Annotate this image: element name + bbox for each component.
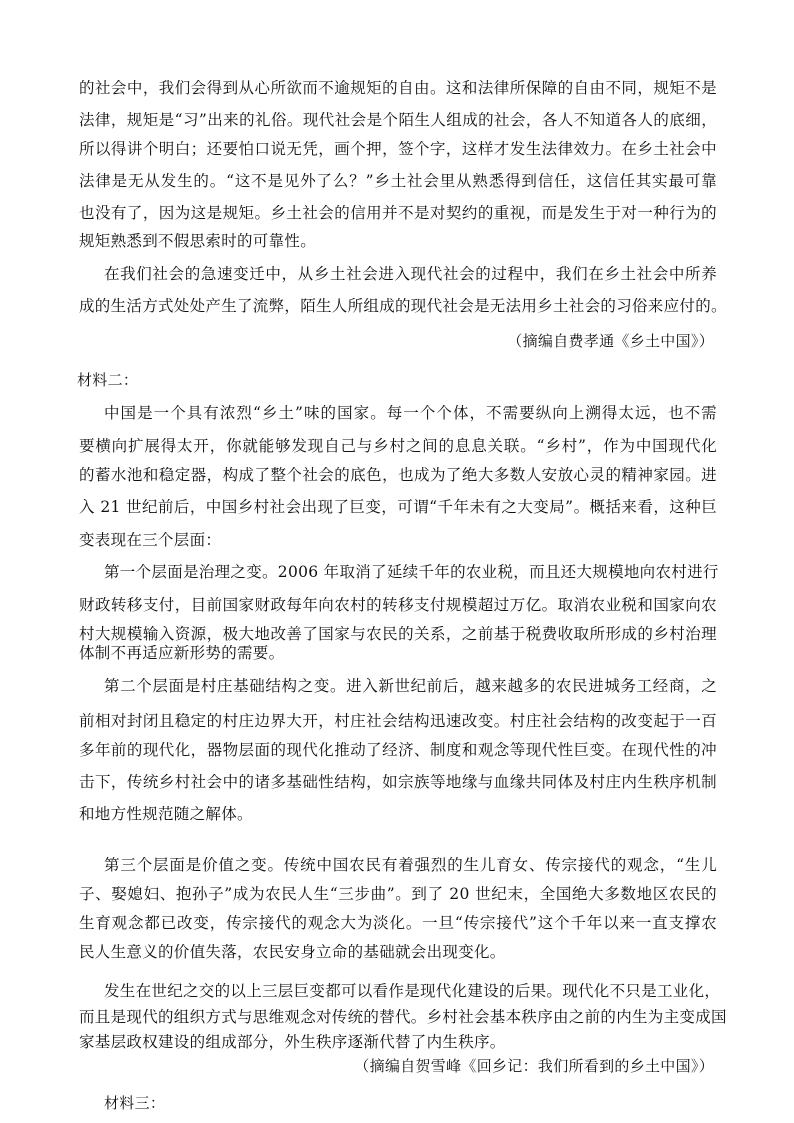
section-heading: 材料三：	[104, 1094, 166, 1112]
source-citation: （摘编自贺雪峰《回乡记：我们所看到的乡土中国》）	[354, 1057, 714, 1075]
text-line: 成的生活方式处处产生了流弊，陌生人所组成的现代社会是无法用乡土社会的习俗来应付的。	[79, 297, 727, 315]
text-line: 的社会中，我们会得到从心所欲而不逾规矩的自由。这和法律所保障的自由不同，规矩不是	[79, 79, 717, 97]
text-line: 法律，规矩是“习”出来的礼俗。现代社会是个陌生人组成的社会，各人不知道各人的底细，	[79, 111, 717, 129]
section-heading: 材料二：	[77, 371, 139, 389]
text-line: 变表现在三个层面：	[79, 531, 222, 549]
text-line: 和地方性规范随之解体。	[79, 805, 253, 823]
text-line: 生育观念都已改变，传宗接代的观念大为淡化。一旦“传宗接代”这个千年以来一直支撑农	[79, 914, 717, 932]
text-line: 民人生意义的价值失落，农民安身立命的基础就会出现变化。	[79, 943, 506, 961]
text-line: 入 21 世纪前后，中国乡村社会出现了巨变，可谓“千年未有之大变局”。概括来看，这种巨	[79, 498, 717, 516]
text-line: 家基层政权建设的组成部分，外生秩序逐渐代替了内生秩序。	[79, 1033, 506, 1051]
text-line: 规矩熟悉到不假思索时的可靠性。	[79, 232, 317, 250]
paragraph-first-line: 第一个层面是治理之变。2006 年取消了延续千年的农业税，而且还大规模地向农村进行	[104, 563, 719, 581]
text-line: 的蓄水池和稳定器，构成了整个社会的底色，也成为了绝大多数人安放心灵的精神家园。进	[79, 466, 717, 484]
text-line: 击下，传统乡村社会中的诸多基础性结构，如宗族等地缘与血缘共同体及村庄内生秩序机制	[79, 773, 717, 791]
text-line: 前相对封闭且稳定的村庄边界大开，村庄社会结构迅速改变。村庄社会结构的改变起于一百	[79, 712, 717, 730]
text-line: 子、娶媳妇、抱孙子”成为农民人生“三步曲”。到了 20 世纪末，全国绝大多数地区农民的	[79, 885, 717, 903]
text-line: 也没有了，因为这是规矩。乡土社会的信用并不是对契约的重视，而是发生于对一种行为的	[79, 204, 717, 222]
paragraph-first-line: 发生在世纪之交的以上三层巨变都可以看作是现代化建设的后果。现代化不只是工业化，	[104, 982, 721, 1000]
paragraph-first-line: 第二个层面是村庄基础结构之变。进入新世纪前后，越来越多的农民进城务工经商，之	[104, 677, 717, 695]
source-citation: （摘编自费孝通《乡土中国》）	[507, 332, 714, 350]
text-line: 法律是无从发生的。“这不是见外了么？”乡土社会里从熟悉得到信任，这信任其实最可靠	[79, 172, 717, 190]
paragraph-first-line: 第三个层面是价值之变。传统中国农民有着强烈的生儿育女、传宗接代的观念，“生儿	[104, 856, 717, 874]
text-line: 多年前的现代化，器物层面的现代化推动了经济、制度和观念等现代性巨变。在现代性的冲	[79, 741, 717, 759]
text-line: 财政转移支付，目前国家财政每年向农村的转移支付规模超过万亿。取消农业税和国家向农	[79, 596, 717, 614]
text-line: 要横向扩展得太开，你就能够发现自己与乡村之间的息息关联。“乡村”，作为中国现代化	[79, 437, 717, 455]
text-line: 所以得讲个明白；还要怕口说无凭，画个押，签个字，这样才发生法律效力。在乡土社会中	[79, 140, 717, 158]
paragraph-first-line: 中国是一个具有浓烈“乡土”味的国家。每一个个体，不需要纵向上溯得太远，也不需	[104, 404, 717, 422]
text-line: 村大规模输入资源，极大地改善了国家与农民的关系，之前基于税费收取所形成的乡村治理	[79, 625, 717, 643]
text-line: 而且是现代的组织方式与思维观念对传统的替代。乡村社会基本秩序由之前的内生为主变成国	[79, 1008, 727, 1026]
paragraph-first-line: 在我们社会的急速变迁中，从乡土社会进入现代社会的过程中，我们在乡土社会中所养	[104, 265, 717, 283]
text-line: 体制不再适应新形势的需要。	[79, 644, 285, 662]
